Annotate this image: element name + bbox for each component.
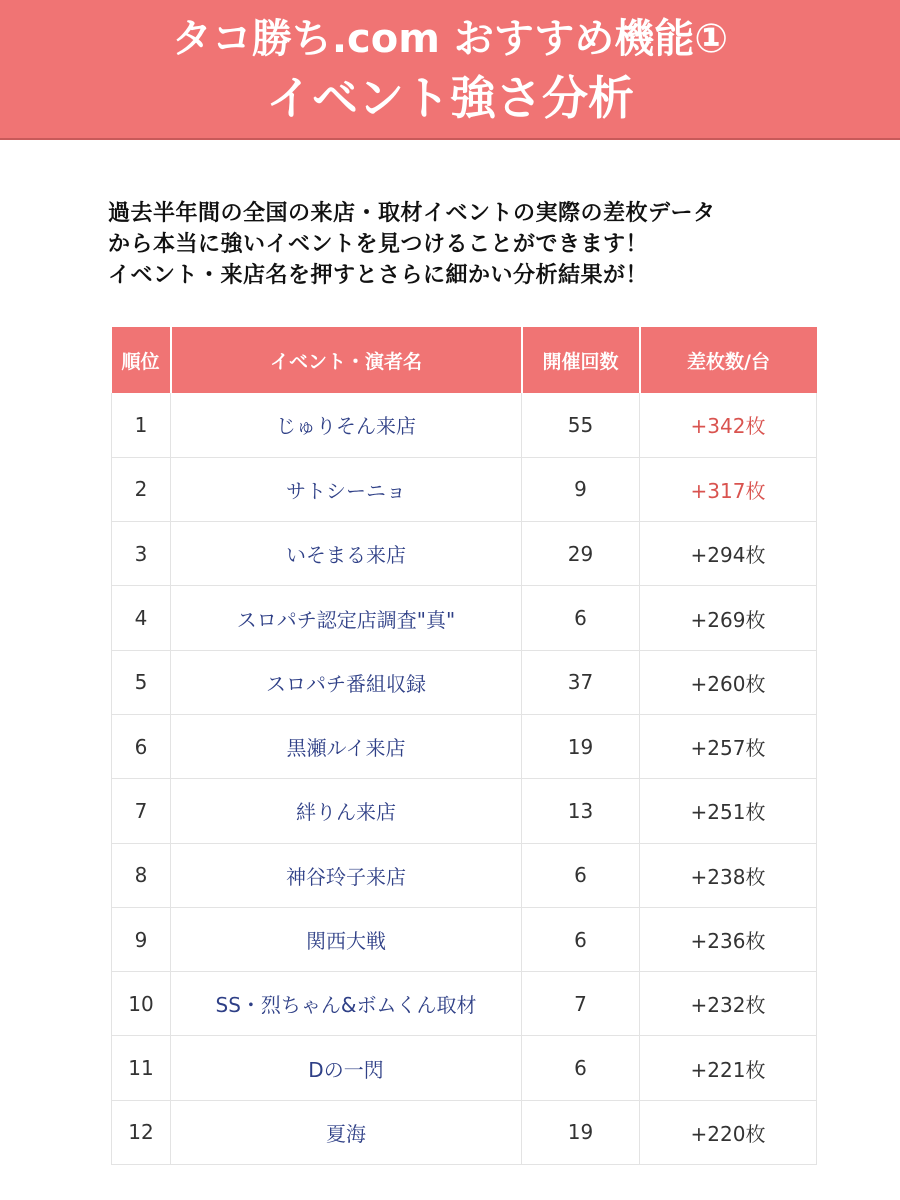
header-rank: 順位 <box>112 327 171 393</box>
table-row <box>112 522 817 586</box>
count-cell: 13 <box>522 779 640 843</box>
table-row <box>112 393 817 457</box>
table-row <box>112 714 817 778</box>
event-name-link[interactable]: スロパチ番組収録 <box>171 650 522 714</box>
rank-cell: 12 <box>112 1100 171 1164</box>
table-header-row <box>112 327 817 393</box>
table-row <box>112 1100 817 1164</box>
table-row <box>112 1036 817 1100</box>
count-cell: 29 <box>522 522 640 586</box>
header-event-name: イベント・演者名 <box>171 327 522 393</box>
event-name-link[interactable]: サトシーニョ <box>171 457 522 521</box>
intro-text <box>108 198 828 291</box>
table-row <box>112 843 817 907</box>
rank-cell: 9 <box>112 907 171 971</box>
count-cell: 9 <box>522 457 640 521</box>
diff-cell: +260枚 <box>640 650 817 714</box>
count-cell: 19 <box>522 1100 640 1164</box>
diff-cell: +220枚 <box>640 1100 817 1164</box>
event-name-link[interactable]: じゅりそん来店 <box>171 393 522 457</box>
rank-cell: 3 <box>112 522 171 586</box>
header-diff: 差枚数/台 <box>640 327 817 393</box>
rank-cell: 1 <box>112 393 171 457</box>
count-cell: 6 <box>522 586 640 650</box>
diff-cell: +251枚 <box>640 779 817 843</box>
count-cell: 19 <box>522 714 640 778</box>
intro-line: 過去半年間の全国の来店・取材イベントの実際の差枚データ <box>108 201 716 226</box>
rank-cell: 4 <box>112 586 171 650</box>
banner-subtitle: イベント強さ分析 <box>266 71 634 125</box>
count-cell: 7 <box>522 972 640 1036</box>
event-ranking-table <box>111 327 817 1165</box>
count-cell: 6 <box>522 907 640 971</box>
rank-cell: 5 <box>112 650 171 714</box>
diff-cell: +221枚 <box>640 1036 817 1100</box>
header-count: 開催回数 <box>522 327 640 393</box>
diff-cell: +232枚 <box>640 972 817 1036</box>
count-cell: 55 <box>522 393 640 457</box>
intro-line: から本当に強いイベントを見つけることができます！ <box>108 232 649 257</box>
event-name-link[interactable]: 夏海 <box>171 1100 522 1164</box>
table-row <box>112 650 817 714</box>
diff-cell: +269枚 <box>640 586 817 650</box>
diff-cell: +257枚 <box>640 714 817 778</box>
diff-cell: +238枚 <box>640 843 817 907</box>
event-name-link[interactable]: いそまる来店 <box>171 522 522 586</box>
table-row <box>112 779 817 843</box>
rank-cell: 11 <box>112 1036 171 1100</box>
count-cell: 6 <box>522 843 640 907</box>
event-name-link[interactable]: SS・烈ちゃん&ボムくん取材 <box>171 972 522 1036</box>
count-cell: 6 <box>522 1036 640 1100</box>
diff-cell: +236枚 <box>640 907 817 971</box>
diff-cell: +342枚 <box>640 393 817 457</box>
table-row <box>112 972 817 1036</box>
title-banner <box>0 0 900 140</box>
table-row <box>112 586 817 650</box>
event-name-link[interactable]: スロパチ認定店調査"真" <box>171 586 522 650</box>
rank-cell: 6 <box>112 714 171 778</box>
diff-cell: +317枚 <box>640 457 817 521</box>
event-name-link[interactable]: Dの一閃 <box>171 1036 522 1100</box>
event-name-link[interactable]: 黒瀬ルイ来店 <box>171 714 522 778</box>
rank-cell: 8 <box>112 843 171 907</box>
count-cell: 37 <box>522 650 640 714</box>
banner-title: タコ勝ち.com おすすめ機能① <box>171 16 729 62</box>
rank-cell: 10 <box>112 972 171 1036</box>
rank-cell: 2 <box>112 457 171 521</box>
table-row <box>112 457 817 521</box>
event-name-link[interactable]: 関西大戦 <box>171 907 522 971</box>
event-name-link[interactable]: 絆りん来店 <box>171 779 522 843</box>
table-row <box>112 907 817 971</box>
diff-cell: +294枚 <box>640 522 817 586</box>
table-body <box>112 393 817 1165</box>
intro-line: イベント・来店名を押すとさらに細かい分析結果が！ <box>108 263 649 288</box>
rank-cell: 7 <box>112 779 171 843</box>
event-name-link[interactable]: 神谷玲子来店 <box>171 843 522 907</box>
